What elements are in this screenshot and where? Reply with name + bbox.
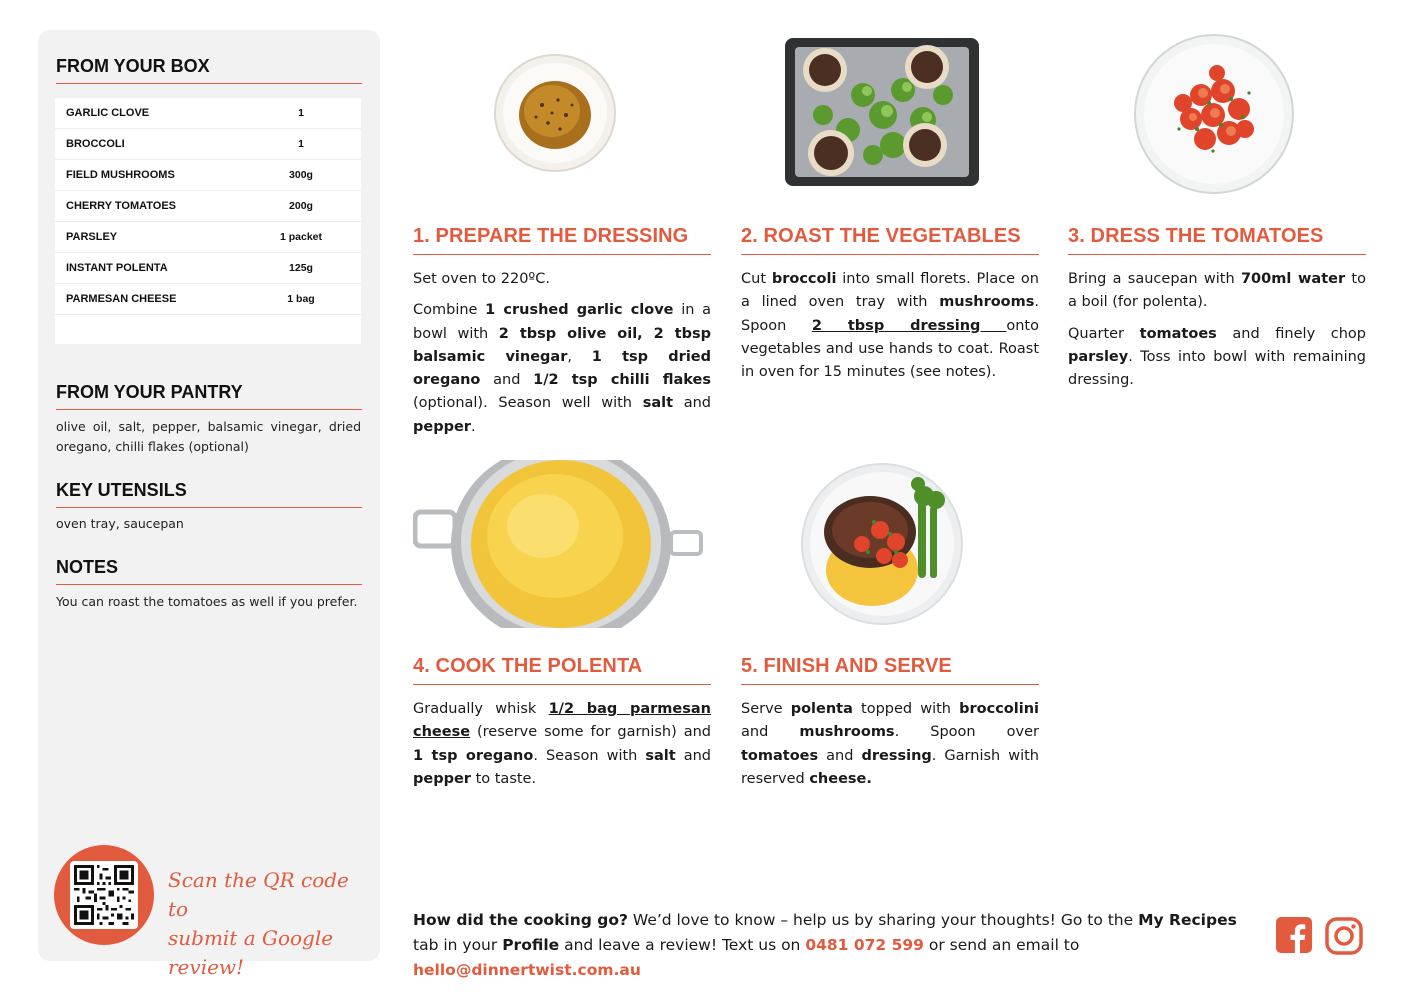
finished-plate-photo <box>800 460 965 625</box>
table-row <box>55 253 361 284</box>
tomato-bowl-photo <box>1133 33 1295 195</box>
polenta-pot-photo <box>413 460 703 628</box>
step-title: 4. COOK THE POLENTA <box>413 655 711 685</box>
pantry-heading: FROM YOUR PANTRY <box>56 382 362 410</box>
step-body <box>741 268 1039 384</box>
instagram-icon[interactable] <box>1325 917 1363 955</box>
step-body <box>413 268 711 439</box>
step-2 <box>741 225 1039 384</box>
ingredients-sidebar <box>38 30 380 979</box>
step-paragraph: Combine 1 crushed garlic clove in a bowl with 2 tbsp olive oil, 2 tbsp balsamic vinegar, 1 tsp dried oregano and 1/2 tsp chilli flakes (optional). Season well with salt and pepper. <box>413 302 712 435</box>
table-row <box>55 284 361 315</box>
step-body <box>413 698 711 791</box>
ingredient-name: PARSLEY <box>66 231 118 243</box>
ingredient-qty: 1 bag <box>287 293 315 305</box>
ingredient-name: CHERRY TOMATOES <box>66 200 177 212</box>
step-5 <box>741 655 1039 791</box>
step-title: 3. DRESS THE TOMATOES <box>1068 225 1366 255</box>
qr-caption-line: submit a Google review! <box>168 926 334 979</box>
ingredient-name: GARLIC CLOVE <box>66 107 150 119</box>
qr-caption <box>168 866 368 982</box>
table-row <box>55 160 361 191</box>
ingredient-qty: 300g <box>289 169 313 181</box>
utensils-text: oven tray, saucepan <box>56 516 184 531</box>
step-paragraph: Quarter tomatoes and finely chop parsley. Toss into bowl with remaining dressing. <box>1068 325 1366 389</box>
roast-tray-photo <box>783 35 981 190</box>
ingredient-qty: 1 <box>298 138 304 150</box>
ingredient-name: BROCCOLI <box>66 138 125 150</box>
ingredient-qty: 200g <box>289 200 313 212</box>
box-ingredients-table <box>55 98 361 344</box>
table-row <box>55 98 361 129</box>
step-body <box>1068 268 1366 392</box>
feedback-footer: How did the cooking go? We’d love to know – help us by sharing your thoughts! Go to the My Recipes tab in your Profile and leave a review! Text us on 0481 072 599 or send an email to hello@dinnertwist.com.au <box>413 911 1237 979</box>
notes-heading: NOTES <box>56 557 362 585</box>
dressing-bowl-photo <box>492 53 618 173</box>
table-row <box>55 129 361 160</box>
ingredient-qty: 1 packet <box>279 231 323 243</box>
utensils-heading: KEY UTENSILS <box>56 480 362 508</box>
step-paragraph: Serve polenta topped with broccolini and mushrooms. Spoon over tomatoes and dressing. Garnish with reserved cheese. <box>741 701 1040 787</box>
qr-code-icon[interactable] <box>70 861 138 929</box>
step-paragraph: Set oven to 220ºC. <box>413 271 550 287</box>
ingredient-name: FIELD MUSHROOMS <box>66 169 175 181</box>
step-paragraph: Bring a saucepan with 700ml water to a boil (for polenta). <box>1068 271 1366 311</box>
ingredient-name: PARMESAN CHEESE <box>66 293 177 305</box>
step-title: 5. FINISH AND SERVE <box>741 655 1039 685</box>
box-heading: FROM YOUR BOX <box>56 56 362 84</box>
table-row <box>55 191 361 222</box>
step-body <box>741 698 1039 791</box>
notes-text: You can roast the tomatoes as well if you prefer. <box>56 594 358 609</box>
step-paragraph: Cut broccoli into small florets. Place on a lined oven tray with mushrooms. Spoon 2 tbsp dressing onto vegetables and use hands to coat. Roast in oven for 15 minutes (see notes). <box>741 271 1039 381</box>
step-title: 1. PREPARE THE DRESSING <box>413 225 711 255</box>
phone-link[interactable]: 0481 072 599 <box>805 936 924 954</box>
pantry-text: olive oil, salt, pepper, balsamic vinegar, dried oregano, chilli flakes (optional) <box>56 419 361 454</box>
table-row <box>55 222 361 253</box>
step-1 <box>413 225 711 439</box>
step-4 <box>413 655 711 791</box>
qr-badge[interactable] <box>54 845 154 945</box>
ingredient-qty: 1 <box>298 107 304 119</box>
step-paragraph: Gradually whisk 1/2 bag parmesan cheese (reserve some for garnish) and 1 tsp oregano. Season with salt and pepper to taste. <box>413 701 712 787</box>
email-link[interactable]: hello@dinnertwist.com.au <box>413 961 641 979</box>
facebook-icon[interactable] <box>1276 917 1314 955</box>
ingredient-qty: 125g <box>289 262 313 274</box>
qr-caption-line: Scan the QR code to <box>168 868 349 921</box>
step-3 <box>1068 225 1366 392</box>
ingredient-name: INSTANT POLENTA <box>66 262 168 274</box>
step-title: 2. ROAST THE VEGETABLES <box>741 225 1039 255</box>
